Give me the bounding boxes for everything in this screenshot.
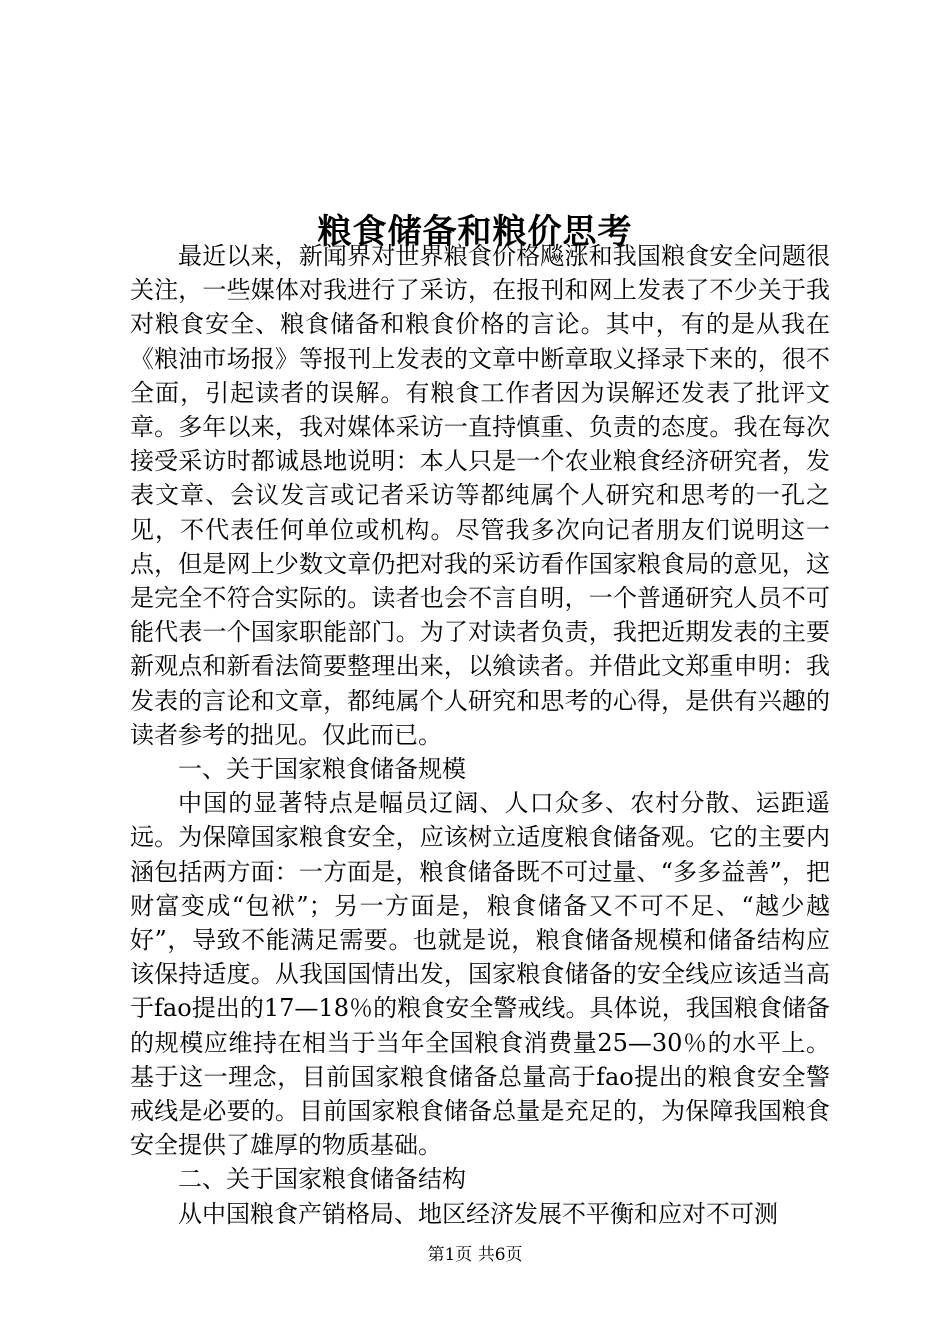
section-heading-2: 二、关于国家粮食储备结构 (178, 1165, 466, 1194)
document-title: 粮食储备和粮价思考 (317, 211, 633, 252)
page-footer: 第1页 共6页 (427, 1245, 523, 1265)
intro-paragraph: 最近以来，新闻界对世界粮食价格飚涨和我国粮食安全问题很关注，一些媒体对我进行了采访，在报刊和网上发表了不少关于我对粮食安全、粮食储备和粮食价格的言论。其中，有的是从我在《粮油市场报》等报刊上发表的文章中断章取义择录下来的，很不全面，引起读者的误解。有粮食工作者因为误解还发表了批评文章。多年以来，我对媒体采访一直持慎重、负责的态度。我在每次接受采访时都诚恳地说明：本人只是一个农业粮食经济研究者，发表文章、会议发言或记者采访等都纯属个人研究和思考的一孔之见，不代表任何单位或机构。尽管我多次向记者朋友们说明这一点，但是网上少数文章仍把对我的采访看作国家粮食局的意见，这是完全不符合实际的。读者也会不言自明，一个普通研究人员不可能代表一个国家职能部门。为了对读者负责，我把近期发表的主要新观点和新看法简要整理出来，以飨读者。并借此文郑重申明：我发表的言论和文章，都纯属个人研究和思考的心得，是供有兴趣的读者参考的拙见。仅此而已。 (130, 242, 830, 749)
section-1-paragraph: 中国的显著特点是幅员辽阔、人口众多、农村分散、运距遥远。为保障国家粮食安全，应该树立适度粮食储备观。它的主要内涵包括两方面：一方面是，粮食储备既不可过量、“多多益善”，把财富变成“包袱”；另一方面是，粮食储备又不可不足、“越少越好”，导致不能满足需要。也就是说，粮食储备规模和储备结构应该保持适度。从我国国情出发，国家粮食储备的安全线应该适当高于fao提出的17—18％的粮食安全警戒线。具体说，我国粮食储备的规模应维持在相当于当年全国粮食消费量25—30％的水平上。基于这一理念，目前国家粮食储备总量高于fao提出的粮食安全警戒线是必要的。目前国家粮食储备总量是充足的，为保障我国粮食安全提供了雄厚的物质基础。 (130, 789, 830, 1160)
section-heading-1: 一、关于国家粮食储备规模 (178, 755, 466, 784)
document-body (130, 239, 830, 1231)
section-2-paragraph: 从中国粮食产销格局、地区经济发展不平衡和应对不可测 (178, 1199, 778, 1228)
